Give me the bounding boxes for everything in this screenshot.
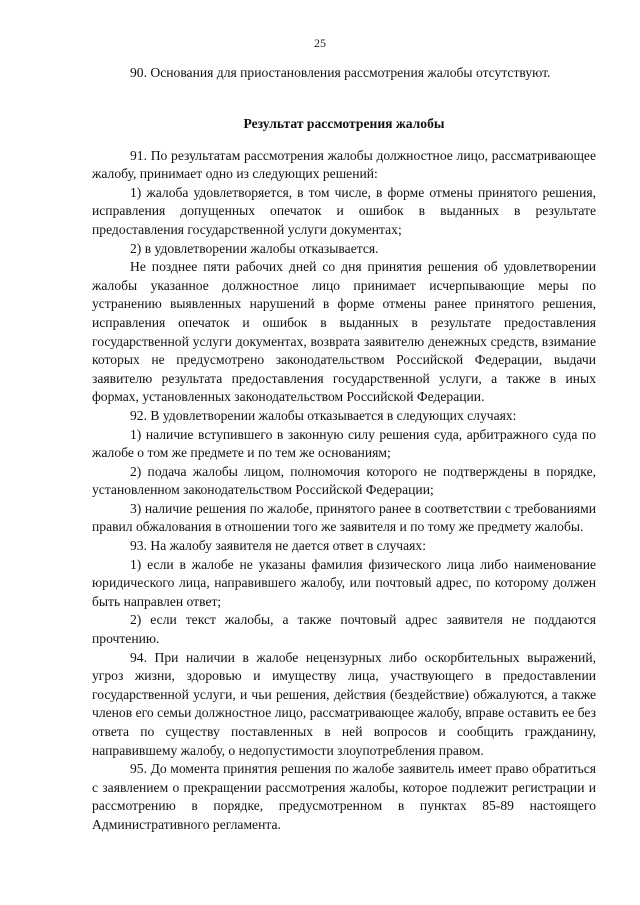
paragraph-91-continuation: Не позднее пяти рабочих дней со дня принятия решения об удовлетворении жалобы указанное должностное лицо принимает исчерпывающие меры по устранению выявленных нарушений в форме отмены ранее принятого решения, исправления опечаток и ошибок в выданных в результате предоставления государственной услуги документах, возврата заявителю денежных средств, взимание которых не предусмотрено законодательством Российской Федерации, выдачи заявителю результата предоставления государственной услуги, а также в иных формах, установленных законодательством Российской Федерации. <box>92 259 596 405</box>
paragraph-94: 94. При наличии в жалобе нецензурных либо оскорбительных выражений, угроз жизни, здоровью и имуществу лица, участвующего в предоставлении государственной услуги, и чьи решения, действия (бездействие) обжалуются, а также членов его семьи должностное лицо, рассматривающее жалобу, вправе оставить ее без ответа по существу поставленных в ней вопросов и сообщить гражданину, направившему жалобу, о недопустимости злоупотребления правом. <box>92 649 596 758</box>
paragraph-92: 92. В удовлетворении жалобы отказывается в следующих случаях: <box>130 407 517 423</box>
section-heading: Результат рассмотрения жалобы <box>243 115 445 131</box>
paragraph-91: 91. По результатам рассмотрения жалобы должностное лицо, рассматривающее жалобу, принимает одно из следующих решений: <box>92 147 596 182</box>
paragraph-91-item-1: 1) жалоба удовлетворяется, в том числе, в форме отмены принятого решения, исправления допущенных опечаток и ошибок в выданных в результате предоставления государственной услуги документах; <box>92 184 596 237</box>
paragraph-93-item-1: 1) если в жалобе не указаны фамилия физического лица либо наименование юридического лица, направившего жалобу, или почтовый адрес, по которому должен быть направлен ответ; <box>92 556 596 609</box>
paragraph-93: 93. На жалобу заявителя не дается ответ в случаях: <box>130 538 426 554</box>
paragraph-95: 95. До момента принятия решения по жалобе заявитель имеет право обратиться с заявлением о прекращении рассмотрения жалобы, которое подлежит регистрации и рассмотрению в порядке, предусмотренном в пунктах 85-89 настоящего Административного регламента. <box>92 761 596 832</box>
paragraph-92-item-2: 2) подача жалобы лицом, полномочия которого не подтверждены в порядке, установленном законодательством Российской Федерации; <box>92 463 596 498</box>
page-number: 25 <box>314 36 326 50</box>
spacer <box>92 83 596 103</box>
paragraph-90: 90. Основания для приостановления рассмотрения жалобы отсутствуют. <box>130 65 551 80</box>
paragraph-92-item-1: 1) наличие вступившего в законную силу решения суда, арбитражного суда по жалобе о том же предмете и по тем же основаниям; <box>92 426 596 461</box>
paragraph-92-item-3: 3) наличие решения по жалобе, принятого ранее в соответствии с требованиями правил обжалования в отношении того же заявителя и по тому же предмету жалобы. <box>92 500 596 535</box>
page-content <box>92 64 596 835</box>
paragraph-93-item-2: 2) если текст жалобы, а также почтовый адрес заявителя не поддаются прочтению. <box>92 612 596 647</box>
paragraph-91-item-2: 2) в удовлетворении жалобы отказывается. <box>130 240 379 256</box>
